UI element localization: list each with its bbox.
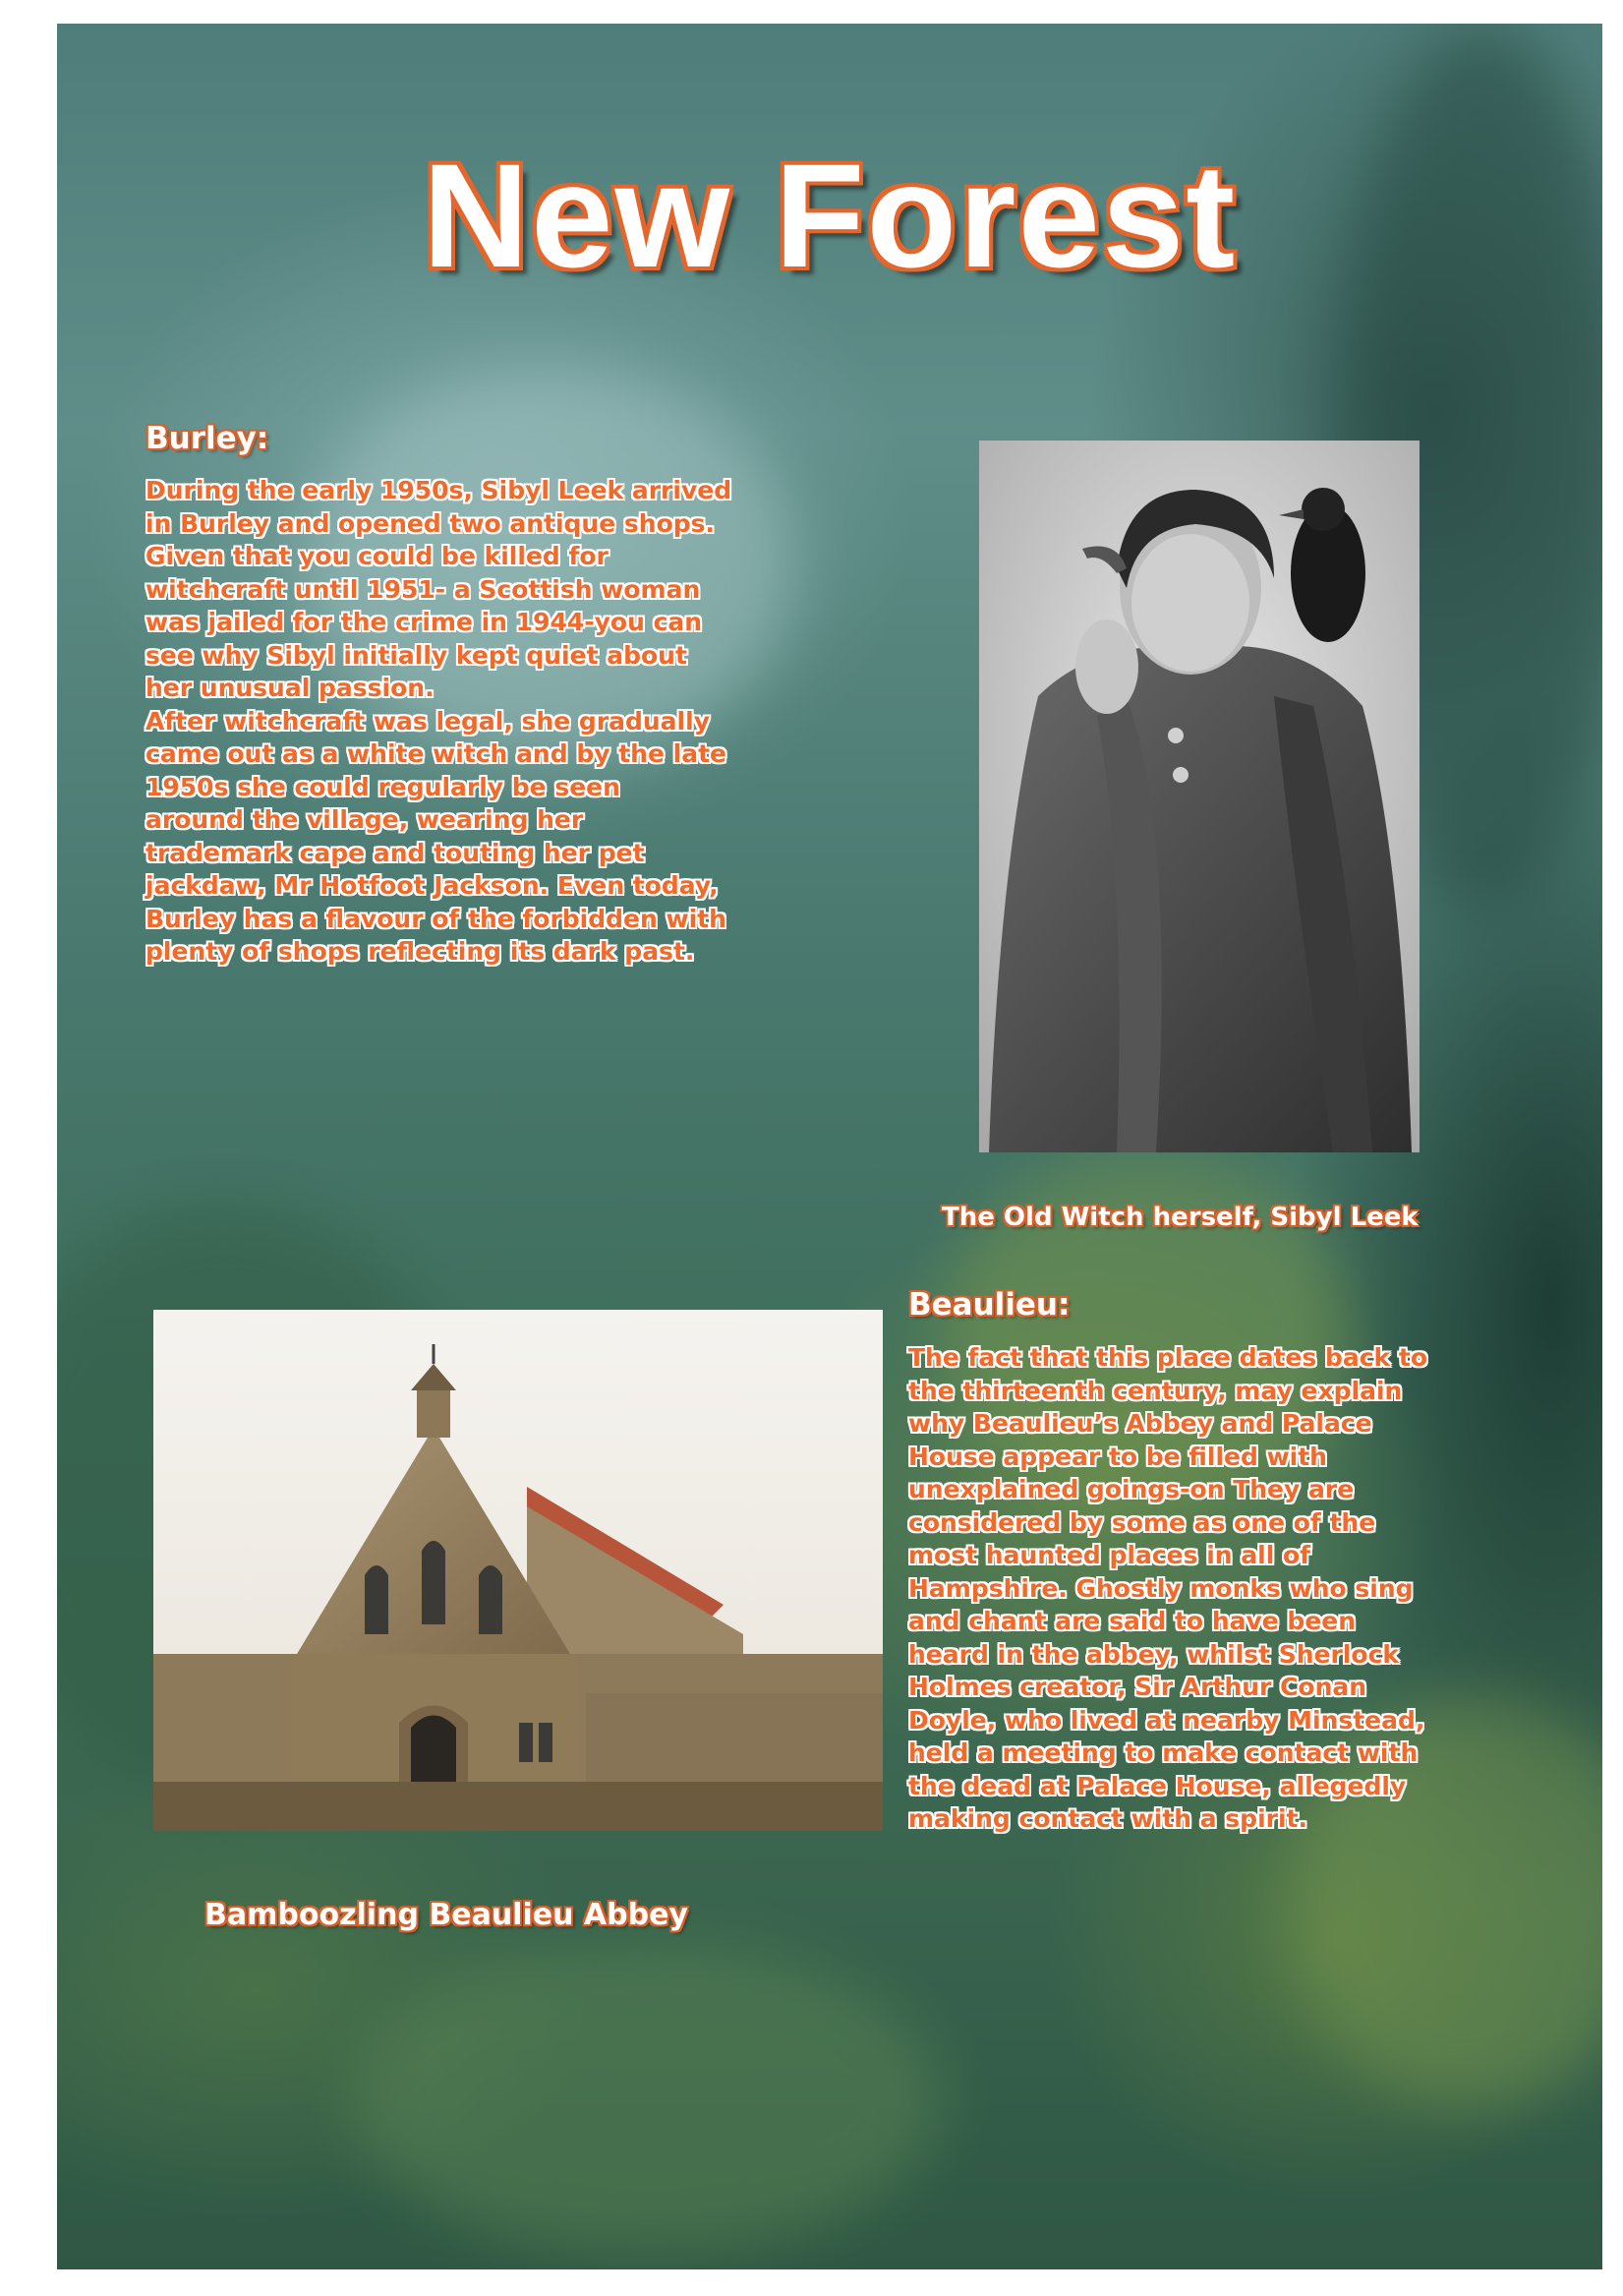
beaulieu-abbey-photo <box>153 1310 883 1831</box>
paragraph-line: House appear to be filled with <box>908 1442 1327 1471</box>
paragraph-line: and chant are said to have been <box>908 1607 1357 1635</box>
paragraph-line: came out as a white witch and by the late <box>145 739 726 768</box>
paragraph-line: witchcraft until 1951- a Scottish woman <box>145 574 701 604</box>
paragraph-line: held a meeting to make contact with <box>908 1738 1419 1767</box>
burley-heading: Burley: <box>145 421 269 456</box>
paragraph-line: in Burley and opened two antique shops. <box>145 508 716 538</box>
burley-paragraph <box>145 474 731 969</box>
paragraph-line: 1950s she could regularly be seen <box>145 772 620 801</box>
paragraph-line: After witchcraft was legal, she gradually <box>145 706 710 736</box>
paragraph-line: Holmes creator, Sir Arthur Conan <box>908 1673 1367 1701</box>
beaulieu-heading: Beaulieu: <box>908 1287 1071 1323</box>
paragraph-line: making contact with a spirit. <box>908 1804 1307 1833</box>
paragraph-line: the thirteenth century, may explain <box>908 1376 1403 1405</box>
paragraph-line: During the early 1950s, Sibyl Leek arrived <box>145 476 732 504</box>
paragraph-line: around the village, wearing her <box>145 805 584 834</box>
page-title: New Forest <box>422 133 1238 298</box>
witch-photo-caption: The Old Witch herself, Sibyl Leek <box>942 1203 1419 1232</box>
paragraph-line: her unusual passion. <box>145 674 435 702</box>
paragraph-line: heard in the abbey, whilst Sherlock <box>908 1639 1400 1669</box>
paragraph-line: see why Sibyl initially kept quiet about <box>145 640 687 670</box>
paragraph-line: The fact that this place dates back to <box>908 1343 1428 1372</box>
paragraph-line: unexplained goings-on They are <box>908 1475 1355 1503</box>
paragraph-line: considered by some as one of the <box>908 1507 1376 1537</box>
paragraph-line: most haunted places in all of <box>908 1541 1311 1569</box>
paragraph-line: trademark cape and touting her pet <box>145 838 645 867</box>
paragraph-line: was jailed for the crime in 1944-you can <box>145 608 703 636</box>
paragraph-line: Burley has a flavour of the forbidden with <box>145 904 726 933</box>
paragraph-line: Hampshire. Ghostly monks who sing <box>908 1573 1414 1603</box>
poster-background <box>57 24 1602 2269</box>
paragraph-line: jackdaw, Mr Hotfoot Jackson. Even today, <box>145 871 719 900</box>
paragraph-line: Given that you could be killed for <box>145 542 609 570</box>
paragraph-line: Doyle, who lived at nearby Minstead, <box>908 1705 1425 1735</box>
beaulieu-paragraph <box>908 1341 1427 1836</box>
sibyl-leek-photo <box>979 441 1420 1152</box>
abbey-photo-caption: Bamboozling Beaulieu Abbey <box>204 1898 688 1932</box>
paragraph-line: plenty of shops reflecting its dark past. <box>145 937 695 966</box>
paragraph-line: why Beaulieu’s Abbey and Palace <box>908 1409 1372 1438</box>
paragraph-line: the dead at Palace House, allegedly <box>908 1771 1407 1800</box>
foliage-shape <box>352 1941 942 2256</box>
